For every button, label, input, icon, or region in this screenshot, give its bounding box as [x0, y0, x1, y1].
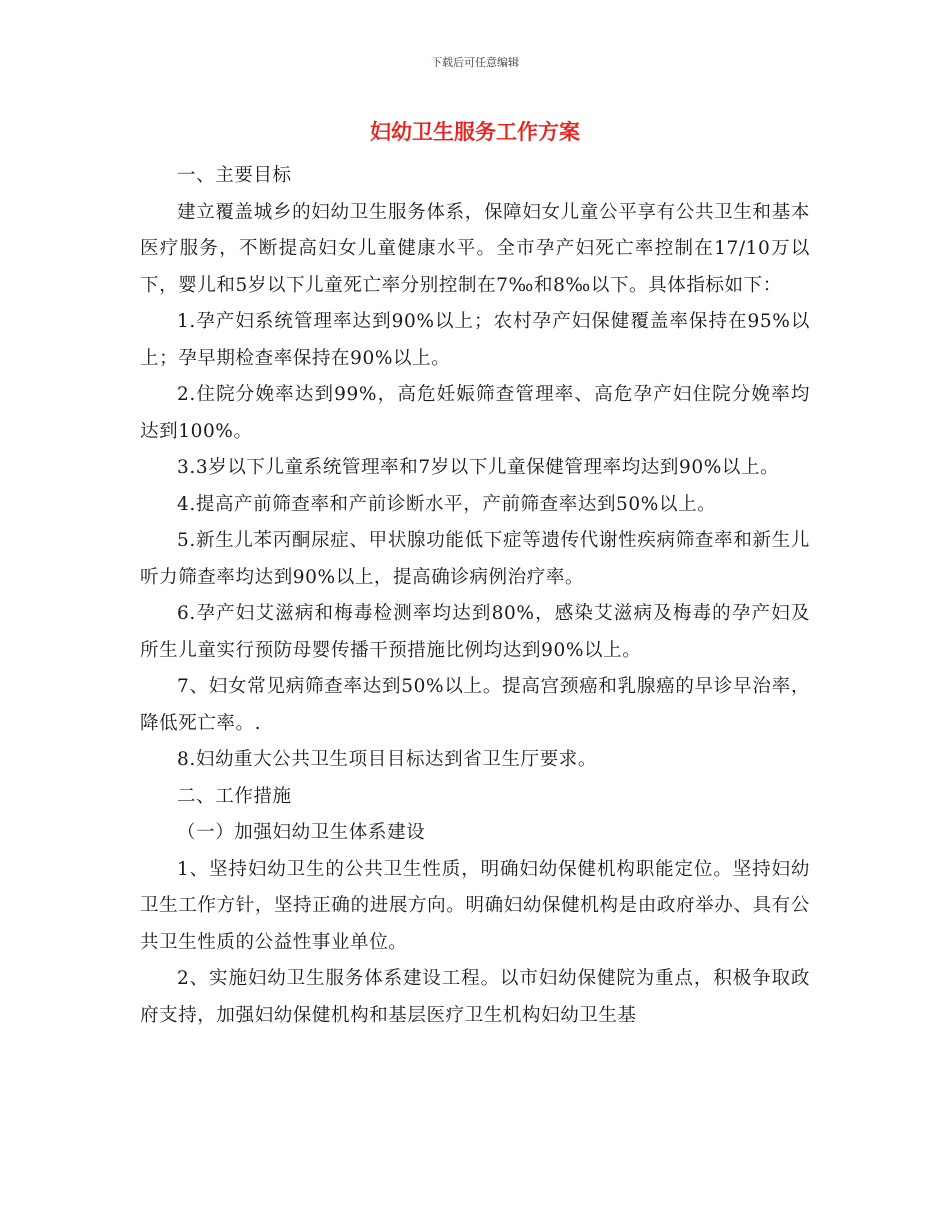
list-item: 5.新生儿苯丙酮尿症、甲状腺功能低下症等遗传代谢性疾病筛查率和新生儿听力筛查率均达到90%以上，提高确诊病例治疗率。 — [140, 530, 810, 588]
document-title: 妇幼卫生服务工作方案 — [370, 120, 580, 144]
section-heading: 二、工作措施 — [177, 785, 292, 807]
list-item: 2.住院分娩率达到99%，高危妊娠筛查管理率、高危孕产妇住院分娩率均达到100%。 — [140, 384, 810, 442]
section-heading: 一、主要目标 — [177, 165, 292, 186]
page-header: 下载后可任意编辑 — [431, 56, 519, 69]
paragraph: 建立覆盖城乡的妇幼卫生服务体系，保障妇女儿童公平享有公共卫生和基本医疗服务，不断提高妇女儿童健康水平。全市孕产妇死亡率控制在17/10万以下，婴儿和5岁以下儿童死亡率分别控制在7‰和8‰以下。具体指标如下： — [140, 201, 810, 296]
document-body — [140, 158, 810, 1034]
paragraph: 2、实施妇幼卫生服务体系建设工程。以市妇幼保健院为重点，积极争取政府支持，加强妇幼保健机构和基层医疗卫生机构妇幼卫生基 — [140, 968, 810, 1026]
list-item: 3.3岁以下儿童系统管理率和7岁以下儿童保健管理率均达到90%以上。 — [177, 457, 780, 478]
list-item: 8.妇幼重大公共卫生项目目标达到省卫生厅要求。 — [177, 749, 597, 770]
paragraph: 1、坚持妇幼卫生的公共卫生性质，明确妇幼保健机构职能定位。坚持妇幼卫生工作方针，坚持正确的进展方向。明确妇幼保健机构是由政府举办、具有公共卫生性质的公益性事业单位。 — [140, 858, 810, 953]
subsection-heading: （一）加强妇幼卫生体系建设 — [177, 822, 426, 843]
list-item: 4.提高产前筛查率和产前诊断水平，产前筛查率达到50%以上。 — [177, 493, 717, 515]
list-item: 7、妇女常见病筛查率达到50%以上。提高宫颈癌和乳腺癌的早诊早治率，降低死亡率。. — [140, 676, 810, 734]
list-item: 1.孕产妇系统管理率达到90%以上；农村孕产妇保健覆盖率保持在95%以上；孕早期检查率保持在90%以上。 — [140, 311, 810, 369]
list-item: 6.孕产妇艾滋病和梅毒检测率均达到80%，感染艾滋病及梅毒的孕产妇及所生儿童实行预防母婴传播干预措施比例均达到90%以上。 — [140, 603, 810, 661]
